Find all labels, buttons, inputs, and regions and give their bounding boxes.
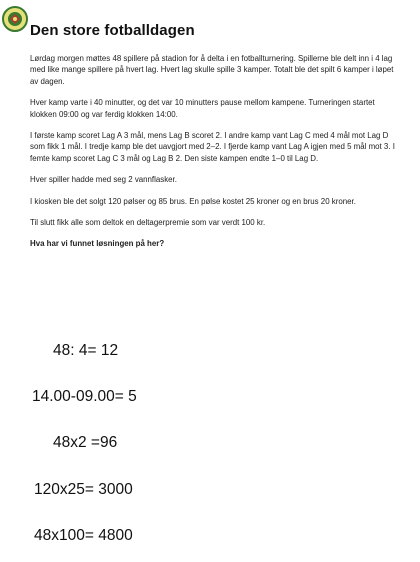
page-title: Den store fotballdagen <box>30 22 195 39</box>
paragraph: Hver spiller hadde med seg 2 vannflasker. <box>30 175 177 185</box>
handwritten-answer: 120x25= 3000 <box>34 481 133 498</box>
paragraph: Lørdag morgen møttes 48 spillere på stadion for å delta i en fotballturnering. Spillerne ble delt inn i 4 lag med like mange spillere på hvert lag. Hvert lag skulle spille 3 kamper. Totalt ble det spilt 6 kamper i løpet av dagen. <box>30 54 394 86</box>
handwritten-answer: 14.00-09.00= 5 <box>32 388 137 405</box>
handwritten-answer: 48x2 =96 <box>53 434 118 451</box>
paragraph: I kiosken ble det solgt 120 pølser og 85 brus. En pølse kostet 25 kroner og en brus 20 kroner. <box>30 196 356 206</box>
paragraph: I første kamp scoret Lag A 3 mål, mens Lag B scoret 2. I andre kamp vant Lag C med 4 mål mot Lag D som fikk 1 mål. I tredje kamp ble det uavgjort med 2–2. I fjerde kamp vant Lag A igjen med 5 mål mot 3. I femte kamp scoret Lag C 3 mål og Lag B 2. Den siste kampen endte 1–0 til Lag D. <box>30 131 395 163</box>
question-text: Hva har vi funnet løsningen på her? <box>30 239 165 249</box>
task-text <box>30 53 402 260</box>
paragraph: Til slutt fikk alle som deltok en deltagerpremie som var verdt 100 kr. <box>30 218 266 228</box>
handwritten-answer: 48: 4= 12 <box>53 342 119 359</box>
paragraph: Hver kamp varte i 40 minutter, og det var 10 minutters pause mellom kampene. Turneringen startet klokken 09:00 og var ferdig klokken 14:00. <box>30 98 375 119</box>
handwritten-answer: 48x100= 4800 <box>34 527 133 544</box>
school-badge-logo-icon <box>2 6 28 32</box>
